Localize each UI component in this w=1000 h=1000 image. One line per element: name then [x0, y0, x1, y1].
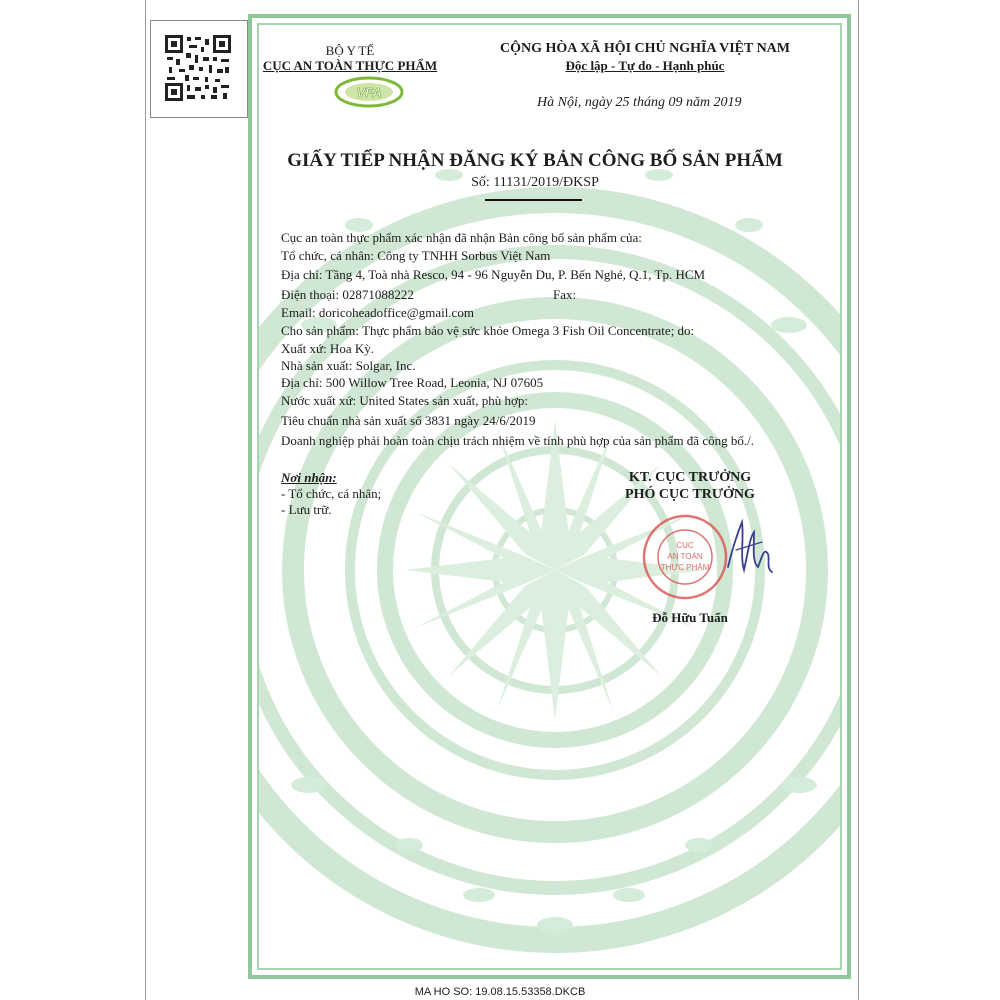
agency-name: CỤC AN TOÀN THỰC PHẨM: [262, 58, 438, 73]
document-title: GIẤY TIẾP NHẬN ĐĂNG KÝ BẢN CÔNG BỐ SẢN PHẨM: [287, 150, 783, 171]
signer-position: PHÓ CỤC TRƯỞNG: [625, 487, 755, 502]
signer-on-behalf: KT. CỤC TRƯỞNG: [628, 470, 752, 485]
manufacturer-address-line: Địa chỉ: 500 Willow Tree Road, Leonia, NJ 07605: [281, 375, 544, 390]
republic-name: CỘNG HÒA XÃ HỘI CHỦ NGHĨA VIỆT NAM: [499, 41, 790, 56]
address-line: Địa chỉ: Tầng 4, Toà nhà Resco, 94 - 96 Nguyễn Du, P. Bến Nghé, Q.1, Tp. HCM: [281, 267, 706, 282]
document-number: Số: 11131/2019/ĐKSP: [471, 175, 599, 190]
place-and-date: Hà Nội, ngày 25 tháng 09 năm 2019: [537, 95, 742, 110]
phone-line: Điện thoại: 02871088222: [281, 287, 414, 302]
vfa-logo-graphic: [334, 76, 404, 108]
national-motto: Độc lập - Tự do - Hạnh phúc: [565, 58, 725, 73]
ministry-name: BỘ Y TẾ: [325, 43, 375, 58]
dossier-code: MA HO SO: 19.08.15.53358.DKCB: [414, 986, 586, 998]
origin-country-line: Nước xuất xứ: United States sản xuất, phù hợp:: [281, 393, 528, 408]
handwritten-signature: [722, 512, 782, 582]
fax-line: Fax:: [553, 287, 577, 302]
svg-text:VFA: VFA: [356, 85, 382, 100]
recipient-item: - Lưu trữ.: [281, 502, 332, 517]
email-line: Email: doricoheadoffice@gmail.com: [281, 305, 474, 320]
responsibility-line: Doanh nghiệp phải hoàn toàn chịu trách nhiệm về tính phù hợp của sản phẩm đã công bố./.: [281, 433, 754, 448]
qr-code: [150, 20, 248, 118]
official-red-stamp: [640, 512, 730, 602]
manufacturer-line: Nhà sản xuất: Solgar, Inc.: [281, 358, 416, 373]
recipients-heading: Nơi nhận:: [281, 470, 337, 485]
origin-line: Xuất xứ: Hoa Kỳ.: [281, 341, 374, 356]
title-underline: [485, 199, 582, 201]
vfa-logo: [334, 76, 404, 108]
stamp-text: THỰC PHẨM: [660, 563, 710, 572]
product-line: Cho sản phẩm: Thực phẩm bảo vệ sức khỏe Omega 3 Fish Oil Concentrate; do:: [281, 323, 695, 338]
stamp-text: CỤC: [676, 541, 694, 550]
stamp-text: AN TOÀN: [667, 552, 703, 561]
intro-text: Cục an toàn thực phẩm xác nhận đã nhận Bản công bố sản phẩm của:: [281, 230, 642, 245]
organization-line: Tổ chức, cá nhân: Công ty TNHH Sorbus Việt Nam: [281, 248, 551, 263]
signer-name: Đỗ Hữu Tuấn: [652, 610, 728, 625]
recipient-item: - Tổ chức, cá nhân;: [281, 486, 382, 501]
qr-code-graphic: [165, 35, 231, 101]
standard-line: Tiêu chuẩn nhà sản xuất số 3831 ngày 24/6/2019: [281, 413, 536, 428]
